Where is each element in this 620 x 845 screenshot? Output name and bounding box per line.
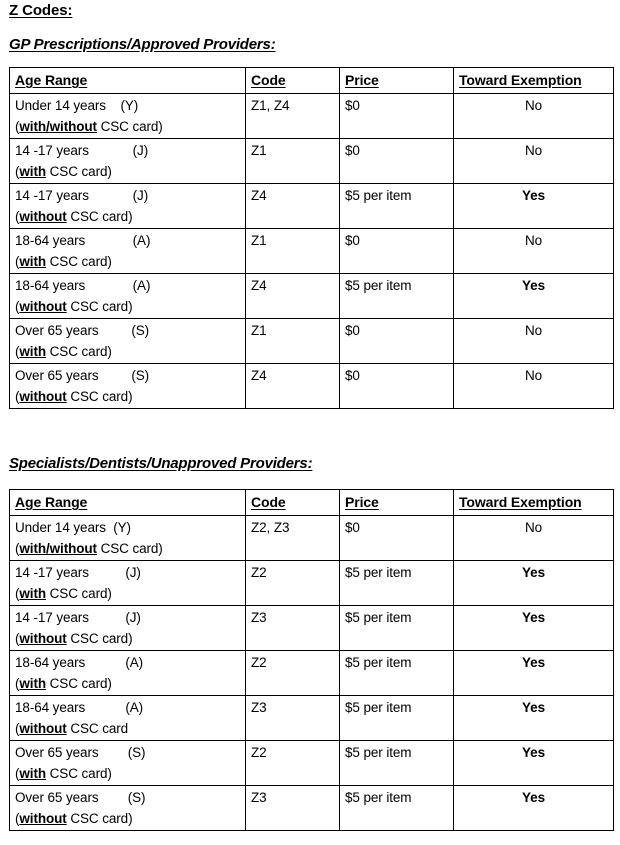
cell-code: Z3 (246, 606, 340, 651)
age-range-line: Over 65 years (S) (15, 323, 150, 339)
cell-price: $5 per item (340, 741, 454, 786)
csc-card-line (15, 809, 245, 830)
table-body (10, 516, 614, 831)
csc-suffix: CSC card) (66, 208, 133, 224)
cell-code: Z2, Z3 (246, 516, 340, 561)
cell-code: Z1, Z4 (246, 94, 340, 139)
z-codes-table-specialists-dentists (9, 489, 614, 831)
cell-toward-exemption: Yes (454, 606, 614, 651)
csc-prefix: ( (15, 540, 20, 556)
cell-toward-exemption: No (454, 516, 614, 561)
cell-toward-exemption: Yes (454, 561, 614, 606)
csc-suffix: CSC card) (96, 540, 163, 556)
csc-emphasis: with/without (19, 118, 97, 134)
csc-card-line (15, 539, 245, 560)
cell-age-range (10, 786, 246, 831)
age-range-line: 14 -17 years (J) (15, 610, 141, 626)
table-row (10, 139, 614, 184)
page-title: Z Codes: (9, 2, 73, 19)
csc-suffix: CSC card) (46, 253, 112, 269)
cell-price: $5 per item (340, 696, 454, 741)
csc-suffix: CSC card) (46, 585, 112, 601)
csc-suffix: CSC card) (66, 298, 133, 314)
csc-emphasis: without (19, 720, 67, 736)
csc-suffix: CSC card) (96, 118, 163, 134)
csc-prefix: ( (15, 630, 20, 646)
csc-emphasis: with/without (19, 540, 97, 556)
column-header-price: Price (340, 490, 454, 516)
cell-code: Z2 (246, 651, 340, 696)
cell-price: $0 (340, 319, 454, 364)
age-range-line: Over 65 years (S) (15, 790, 146, 806)
table-row (10, 274, 614, 319)
csc-prefix: ( (15, 388, 20, 404)
cell-age-range (10, 364, 246, 409)
cell-price: $0 (340, 139, 454, 184)
cell-price: $0 (340, 516, 454, 561)
table-row (10, 561, 614, 606)
csc-prefix: ( (15, 343, 20, 359)
csc-card-line (15, 387, 245, 408)
cell-code: Z4 (246, 364, 340, 409)
csc-emphasis: with (19, 765, 46, 781)
cell-toward-exemption: Yes (454, 786, 614, 831)
cell-price: $5 per item (340, 184, 454, 229)
cell-toward-exemption: Yes (454, 184, 614, 229)
age-range-line: 18-64 years (A) (15, 700, 144, 716)
table-row (10, 94, 614, 139)
cell-code: Z1 (246, 139, 340, 184)
age-range-line: Over 65 years (S) (15, 368, 150, 384)
cell-toward-exemption: Yes (454, 651, 614, 696)
cell-toward-exemption: Yes (454, 696, 614, 741)
age-range-line: Under 14 years (Y) (15, 520, 131, 536)
table-header-row (10, 68, 614, 94)
csc-prefix: ( (15, 810, 20, 826)
section-heading-specialists-dentists: Specialists/Dentists/Unapproved Providers: (9, 455, 313, 472)
cell-age-range (10, 651, 246, 696)
csc-card-line (15, 207, 245, 228)
cell-toward-exemption: No (454, 364, 614, 409)
csc-emphasis: without (19, 208, 67, 224)
csc-emphasis: with (19, 163, 46, 179)
table-row (10, 606, 614, 651)
cell-price: $0 (340, 364, 454, 409)
cell-age-range (10, 319, 246, 364)
cell-toward-exemption: Yes (454, 741, 614, 786)
csc-emphasis: with (19, 343, 46, 359)
cell-code: Z1 (246, 319, 340, 364)
section-heading-gp-prescriptions: GP Prescriptions/Approved Providers: (9, 36, 276, 53)
cell-toward-exemption: No (454, 319, 614, 364)
cell-age-range (10, 139, 246, 184)
cell-code: Z2 (246, 561, 340, 606)
csc-suffix: CSC card) (66, 630, 133, 646)
cell-price: $5 per item (340, 651, 454, 696)
csc-card-line (15, 764, 245, 785)
cell-toward-exemption: No (454, 229, 614, 274)
table-body (10, 94, 614, 409)
csc-emphasis: without (19, 810, 67, 826)
column-header-age-range: Age Range (10, 68, 246, 94)
table-row (10, 364, 614, 409)
csc-prefix: ( (15, 118, 20, 134)
csc-emphasis: without (19, 388, 67, 404)
column-header-code: Code (246, 68, 340, 94)
csc-card-line (15, 117, 245, 138)
csc-card-line (15, 297, 245, 318)
cell-age-range (10, 94, 246, 139)
csc-card-line (15, 674, 245, 695)
cell-code: Z1 (246, 229, 340, 274)
table-header-row (10, 490, 614, 516)
table-row (10, 516, 614, 561)
cell-age-range (10, 274, 246, 319)
csc-suffix: CSC card) (66, 388, 133, 404)
cell-price: $5 per item (340, 786, 454, 831)
cell-price: $5 per item (340, 274, 454, 319)
cell-price: $0 (340, 94, 454, 139)
cell-toward-exemption: No (454, 94, 614, 139)
csc-suffix: CSC card) (46, 343, 112, 359)
cell-age-range (10, 696, 246, 741)
csc-prefix: ( (15, 253, 20, 269)
csc-prefix: ( (15, 765, 20, 781)
age-range-line: 14 -17 years (J) (15, 565, 141, 581)
column-header-toward-exemption: Toward Exemption (454, 490, 614, 516)
cell-toward-exemption: No (454, 139, 614, 184)
cell-price: $5 per item (340, 606, 454, 651)
csc-suffix: CSC card) (66, 810, 133, 826)
age-range-line: 18-64 years (A) (15, 655, 144, 671)
age-range-line: Over 65 years (S) (15, 745, 146, 761)
cell-age-range (10, 184, 246, 229)
csc-emphasis: without (19, 298, 67, 314)
cell-price: $0 (340, 229, 454, 274)
cell-age-range (10, 561, 246, 606)
csc-emphasis: with (19, 585, 46, 601)
column-header-toward-exemption: Toward Exemption (454, 68, 614, 94)
csc-emphasis: with (19, 253, 46, 269)
table-row (10, 229, 614, 274)
cell-code: Z3 (246, 696, 340, 741)
cell-price: $5 per item (340, 561, 454, 606)
csc-card-line (15, 162, 245, 183)
column-header-code: Code (246, 490, 340, 516)
csc-suffix: CSC card) (46, 163, 112, 179)
csc-emphasis: with (19, 675, 46, 691)
age-range-line: Under 14 years (Y) (15, 98, 139, 114)
table-row (10, 786, 614, 831)
table-row (10, 184, 614, 229)
csc-card-line (15, 342, 245, 363)
csc-card-line (15, 629, 245, 650)
csc-suffix: CSC card (66, 720, 129, 736)
csc-prefix: ( (15, 675, 20, 691)
cell-age-range (10, 606, 246, 651)
cell-age-range (10, 229, 246, 274)
cell-code: Z2 (246, 741, 340, 786)
csc-suffix: CSC card) (46, 675, 112, 691)
csc-card-line (15, 252, 245, 273)
age-range-line: 14 -17 years (J) (15, 188, 149, 204)
csc-prefix: ( (15, 298, 20, 314)
table-row (10, 741, 614, 786)
column-header-price: Price (340, 68, 454, 94)
cell-toward-exemption: Yes (454, 274, 614, 319)
age-range-line: 18-64 years (A) (15, 233, 151, 249)
table-row (10, 319, 614, 364)
csc-prefix: ( (15, 163, 20, 179)
csc-card-line (15, 584, 245, 605)
csc-prefix: ( (15, 720, 20, 736)
table-row (10, 651, 614, 696)
cell-code: Z4 (246, 274, 340, 319)
cell-age-range (10, 741, 246, 786)
column-header-age-range: Age Range (10, 490, 246, 516)
csc-prefix: ( (15, 208, 20, 224)
csc-prefix: ( (15, 585, 20, 601)
age-range-line: 18-64 years (A) (15, 278, 151, 294)
cell-code: Z3 (246, 786, 340, 831)
cell-code: Z4 (246, 184, 340, 229)
table-row (10, 696, 614, 741)
z-codes-table-gp-prescriptions (9, 67, 614, 409)
csc-emphasis: without (19, 630, 67, 646)
csc-suffix: CSC card) (46, 765, 112, 781)
age-range-line: 14 -17 years (J) (15, 143, 149, 159)
csc-card-line (15, 719, 245, 740)
cell-age-range (10, 516, 246, 561)
